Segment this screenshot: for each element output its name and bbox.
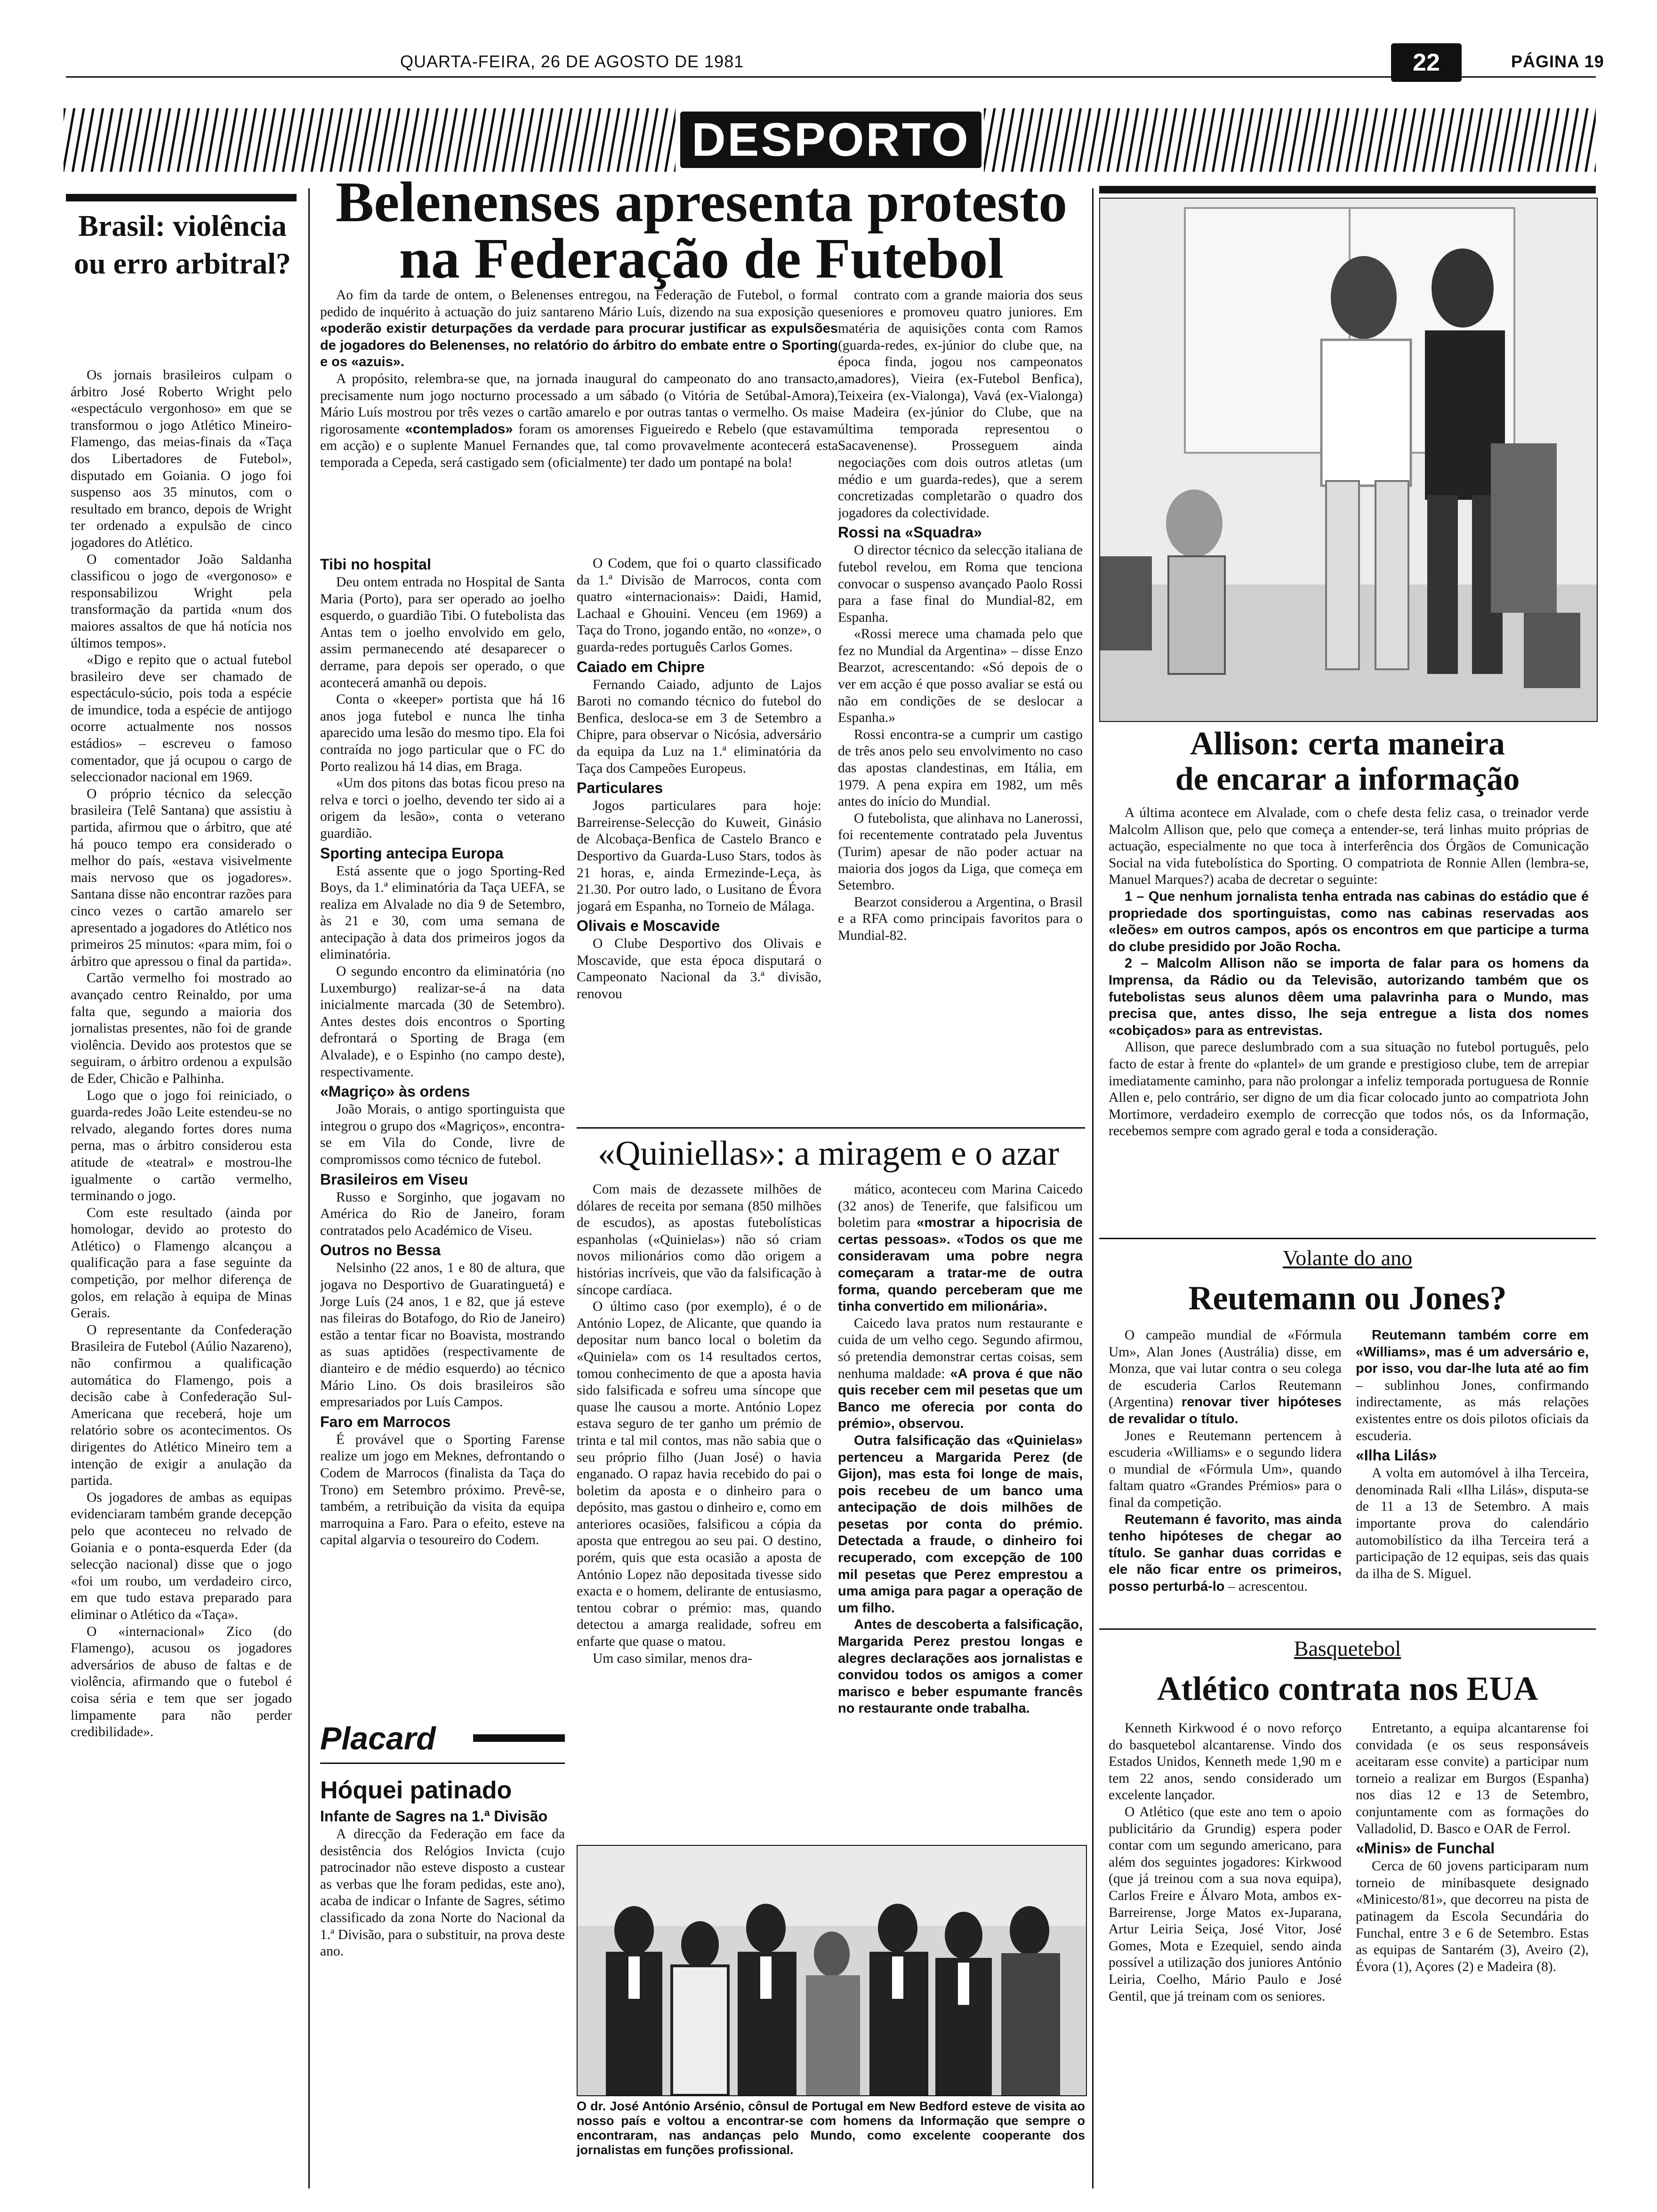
placard-rule-thin bbox=[320, 1763, 565, 1764]
quiniellas-top-rule bbox=[577, 1127, 1085, 1129]
brasil-paragraph: O comentador João Saldanha classificou o jogo de «vergonoso» e responsabilizou Wright pela transformação da partida «num dos maiores assaltos de que há notícia nos últimos tempos». bbox=[71, 552, 292, 651]
news-paragraph: Bearzot considerou a Argentina, o Brasil e a RFA como principais favoritos para o Mundial-82. bbox=[838, 894, 1083, 943]
placard-rule bbox=[473, 1734, 565, 1742]
belenenses-intro-text: Ao fim da tarde de ontem, o Belenenses entregou, na Federação de Futebol, o formal pedido de inquérito à actuação do juiz santareno Mário Luís, dizendo na sua exposição que bbox=[320, 288, 838, 320]
placard-label: Placard bbox=[320, 1721, 436, 1756]
allison-title-line2: de encarar a informação bbox=[1175, 761, 1520, 797]
consul-group-photo-image bbox=[578, 1846, 1086, 2095]
news-paragraph: O futebolista, que alinhava no Lanerossi, foi recentemente contratado pela Juventus (Turim) apesar de não poder actuar na maioria dos jogos da Liga, que começa em Setembro. bbox=[838, 810, 1083, 893]
news-paragraph: Entretanto, a equipa alcantarense foi convidada (e os seus responsáveis aceitaram esse convite) a participar num torneio a realizar em Burgos (Espanha) nos dias 12 e 13 de Setembro, conjuntamente com as formações do Valladolid, D. Basco e OAR de Ferrol. bbox=[1356, 1721, 1589, 1836]
brasil-paragraph: Cartão vermelho foi mostrado ao avançado centro Reinaldo, por uma falta que, segundo a maioria dos jornalistas presentes, não foi de grande violência. Devido aos protestos que se seguiram, o árbitro ordenou a expulsão de Eder, Chicão e Palhinha. bbox=[71, 970, 292, 1086]
allison-photo-image bbox=[1100, 199, 1597, 721]
news-paragraph: O director técnico da selecção italiana de futebol revelou, em Roma que tenciona convocar o suspenso avançado Paolo Rossi para a fase final do Mundial-82, em Espanha. bbox=[838, 543, 1083, 625]
allison-top-rule bbox=[1099, 186, 1596, 193]
reutemann-column-2 bbox=[1356, 1327, 1589, 1619]
news-paragraph: Jones e Reutemann pertencem à escuderia «Williams» e o segundo lidera o mundial de «Fórmula Um», quando faltam quatro «Grandes Prémios» para o final da competição. bbox=[1109, 1428, 1342, 1510]
news-column-codem bbox=[577, 555, 821, 1120]
news-paragraph: O Clube Desportivo dos Olivais e Moscavide, que esta época disputará o Campeonato Nacional da 3.ª divisão, renovou bbox=[577, 936, 821, 1002]
belenenses-intro bbox=[320, 287, 838, 546]
placard-body bbox=[320, 1807, 565, 2184]
news-paragraph: O último caso (por exemplo), é o de António Lopez, de Alicante, que quando ia depositar num banco local o boletim da «Quiniela» com os 14 resultados certos, tomou conhecimento de que a aposta havia sido falsificada e sofreu uma síncope que quase lhe causou a morte. António Lopez estava seguro de ter ganho um prémio de trinta e tal mil contos, mas não sabia que o seu próprio filho (Juan José) o havia enganado. O rapaz havia recebido do pai o boletim da aposta e o dinheiro para o depósito, mas gastou o dinheiro e, como em anteriores ocasiões, falsificou a cópia da aposta que entregou ao seu pai. O destino, porém, quis que esta ocasião a aposta de António Lopez não depositada tivesse sido exacta e o homem, delirante de entusiasmo, tentou cobrar o prémio: mas, quando detectou a amarga realidade, sofreu em enfarte que quase o matou. bbox=[577, 1299, 821, 1650]
belenenses-title-line1: Belenenses apresenta protesto bbox=[335, 170, 1068, 234]
belenenses-title-line2: na Federação de Futebol bbox=[399, 227, 1004, 290]
header-rule bbox=[66, 76, 1596, 78]
news-paragraph: Um caso similar, menos dra- bbox=[593, 1651, 752, 1666]
page-number-label: PÁGINA 19 bbox=[1511, 52, 1604, 71]
news-text: O campeão mundial de «Fórmula Um», Alan Jones (Austrália) disse, em Monza, que vai lutar contra o seu colega de escuderia Carlos Reutemann (Argentina) bbox=[1109, 1328, 1342, 1410]
subhead-olivais: Olivais e Moscavide bbox=[577, 917, 720, 935]
placard-title: Hóquei patinado bbox=[320, 1777, 512, 1804]
news-text: – sublinhou Jones, confirmando indirectamente, as más relações existentes entre os dois pilotos oficiais da escuderia. bbox=[1356, 1378, 1589, 1443]
basquete-top-rule bbox=[1099, 1628, 1596, 1630]
news-paragraph: Kenneth Kirkwood é o novo reforço do basquetebol alcantarense. Vindo dos Estados Unidos, Kenneth mede 1,90 m e tem 22 anos, sendo considerado um excelente lançador. bbox=[1109, 1721, 1342, 1803]
news-paragraph: Deu ontem entrada no Hospital de Santa Maria (Porto), para ser operado ao joelho esquerdo, o guardião Tibi. O futebolista das Antas tem o joelho envolvido em gelo, assim permanecendo até desaparecer o derrame, para depois ser operado, o que acontecerá amanhã ou depois. bbox=[320, 575, 565, 690]
news-text: mático, aconteceu com Marina Caicedo (32 anos) de Tenerife, que falsificou um boletim para bbox=[838, 1182, 1083, 1231]
basquete-title: Atlético contrata nos EUA bbox=[1157, 1670, 1538, 1707]
section-banner-hatching-left bbox=[64, 108, 676, 172]
brasil-paragraph: O próprio técnico da selecção brasileira (Telê Santana) que assistiu à partida, afirmou que o árbitro, que até há pouco tempo era considerado o melhor do país, «estava visivelmente mais nervoso que os jogadores». Santana disse não encontrar razões para cinco vezes o cartão amarelo ser apresentado a jogadores do Atlético nos primeiros 25 minutos: «para mim, foi o árbitro que apressou o final da partida». bbox=[71, 786, 292, 969]
belenenses-intro-emphasis: «contemplados» bbox=[405, 421, 513, 437]
brasil-paragraph: O «internacional» Zico (do Flamengo), acusou os jogadores adversários de abuso de faltas e de violência, afirmando que o futebol é coisa séria e tem que ser jogado limpamente para não perder credibilidade». bbox=[71, 1624, 292, 1740]
quiniellas-column-2 bbox=[838, 1181, 1083, 1835]
reutemann-title: Reutemann ou Jones? bbox=[1188, 1279, 1507, 1317]
allison-photo bbox=[1099, 198, 1598, 722]
brasil-title: Brasil: violência ou erro arbitral? bbox=[74, 209, 291, 280]
news-bold-paragraph: Antes de descoberta a falsificação, Margarida Perez prestou longas e alegres declarações aos jornalistas e convidou todos os amigos a comer marisco e beber espumante francês no restaurante onde trabalha. bbox=[838, 1617, 1083, 1716]
news-paragraph: Rossi encontra-se a cumprir um castigo de três anos pelo seu envolvimento no caso das apostas clandestinas, em Itália, em 1979. A pena expira em 1982, um mês antes do início do Mundial. bbox=[838, 727, 1083, 809]
subhead-ilha-lilas: «Ilha Lilás» bbox=[1356, 1447, 1437, 1464]
allison-title-line1: Allison: certa maneira bbox=[1190, 726, 1505, 762]
news-bold-paragraph: 1 – Que nenhum jornalista tenha entrada nas cabinas do estádio que é propriedade dos sportinguistas, como nas cabinas reservadas aos «leões» em outros campos, após os encontros em que participe a turma do clube presidido por João Rocha. bbox=[1109, 889, 1589, 954]
news-column-tibi bbox=[320, 555, 565, 1713]
consul-photo-caption: O dr. José António Arsénio, cônsul de Portugal em New Bedford esteve de visita ao nosso país e voltou a encontrar-se com homens da Informação que sempre o encontraram, nas andanças pelo Mundo, como excelente cooperante dos jornalistas em funções profissional. bbox=[577, 2099, 1085, 2157]
news-paragraph: Allison, que parece deslumbrado com a sua situação no futebol português, pelo facto de estar à frente do «plantel» de um grande e prestigioso clube, tem de arrepiar imediatamente caminho, para não prolongar a infeliz temporada portuguesa de Ronnie Allen e, pelo contrário, ser digno de um dia ficar colocado junto ao compatriota John Mortimore, verdadeiro exemplo de correcção que todos nós, os da Informação, recebemos sempre com agrado geral e toda a consideração. bbox=[1109, 1040, 1589, 1139]
news-paragraph: «Um dos pitons das botas ficou preso na relva e torci o joelho, devendo ter sido ai a origem da lesão», conta o veterano guardião. bbox=[320, 776, 565, 841]
header-date: QUARTA-FEIRA, 26 DE AGOSTO DE 1981 bbox=[400, 52, 744, 71]
news-paragraph: É provável que o Sporting Farense realize um jogo em Meknes, defrontando o Codem de Marrocos (finalista da Taça do Trono) em Setembro próximo. Prevê-se, também, a retribuição da visita da equipa marroquina a Faro. Para o efeito, esteve na capital algarvia o tesoureiro do Codem. bbox=[320, 1432, 565, 1548]
brasil-paragraph: Os jogadores de ambas as equipas evidenciaram também grande decepção pelo que aconteceu no relvado de Goiania e o ponta-esquerda Eder (da selecção nacional) disse que o jogo «foi um roubo, um verdadeiro circo, em que tudo estava preparado para eliminar o Atlético da «Taça». bbox=[71, 1490, 292, 1622]
quiniellas-column-1 bbox=[577, 1181, 821, 1835]
basquete-column-2 bbox=[1356, 1720, 1589, 2191]
news-quote: «A prova é que não quis receber cem mil pesetas que um Banco me oferecia por conta do prémio», observou. bbox=[838, 1366, 1083, 1432]
news-paragraph: João Morais, o antigo sportinguista que integrou o grupo dos «Magriços», encontra-se em Vila do Conde, livre de compromissos como técnico de futebol. bbox=[320, 1102, 565, 1167]
news-paragraph: «Rossi merece uma chamada pelo que fez no Mundial da Argentina» – disse Enzo Bearzot, acrescentando: «Só depois de o ver em acção é que posso avaliar se está ou não em condições de se deslocar a Espanha.» bbox=[838, 626, 1083, 726]
news-quote: Reutemann é favorito, mas ainda tenho hipóteses de chegar ao título. Se ganhar duas corridas e ele não ficar entre os primeiros, posso perturbá-lo bbox=[1109, 1512, 1342, 1594]
belenenses-intro-text-2: A propósito, relembra-se que, na jornada inaugural do campeonato do ano transacto, precisamente num jogo nocturno processado a um sábado (o Vitória de Setúbal-Amora), Mário Luís mostrou por três vezes o cartão amarelo e por outras tantas o vermelho. Os mais rigorosamente bbox=[320, 371, 838, 437]
brasil-column bbox=[71, 367, 292, 2028]
news-text: – acrescentou. bbox=[1228, 1579, 1308, 1594]
news-paragraph: O Codem, que foi o quarto classificado da 1.ª Divisão de Marrocos, conta com quatro «internacionais»: Daidi, Hamid, Lachaal e Ghouini. Venceu (em 1969) a Taça do Trono, jogando então, no «onze», o guarda-redes português Carlos Gomes. bbox=[577, 556, 821, 655]
news-paragraph: O segundo encontro da eliminatória (no Luxemburgo) realizar-se-á na data inicialmente marcada (30 de Setembro). Antes destes dois encontros o Sporting defrontará o Sporting de Braga (em Alvalade), e o Espinho (no campo deste), respectivamente. bbox=[320, 964, 565, 1080]
news-paragraph: O Atlético (que este ano tem o apoio publicitário da Grundig) espera poder contar com um segundo americano, para além dos seguintes jogadores: Kirkwood (que já treinou com a sua nova equipa), Carlos Freire e Álvaro Mota, ambos ex-Barreirense, Jorge Matos ex-Juparana, Artur Leiria Seiça, José Vitor, José Gomes, Mota e Ezequiel, sendo ainda possível a utilização dos juniores António Leiria, Coelho, Mário Paulo e José Gentil, que já treinam com os seniores. bbox=[1109, 1804, 1342, 2004]
column-divider bbox=[308, 188, 310, 2188]
brasil-paragraph: Os jornais brasileiros culpam o árbitro José Roberto Wright pelo «espectáculo vergonhoso» em que se transformou o jogo Atlético Mineiro-Flamengo, das meias-finais da «Taça dos Libertadores de Futebol», disputado em Goiania. O jogo foi suspenso aos 35 minutos, com o resultado em branco, depois de Wright ter ordenado a expulsão de cinco jogadores do Atlético. bbox=[71, 368, 292, 550]
subhead-faro: Faro em Marrocos bbox=[320, 1413, 451, 1430]
news-column-rossi bbox=[838, 287, 1083, 1120]
basquete-column-1 bbox=[1109, 1720, 1342, 2191]
column-divider bbox=[1092, 188, 1094, 2188]
news-paragraph: A direcção da Federação em face da desistência dos Relógios Invicta (cujo patrocinador não esteve disposto a custear as verbas que lhe foram pedidas, este ano), acaba de indicar o Infante de Sagres, sétimo classificado da zona Norte do Nacional da 1.ª Divisão, para o substituir, na prova deste ano. bbox=[320, 1827, 565, 1959]
subhead-bessa: Outros no Bessa bbox=[320, 1242, 441, 1259]
subhead-sporting: Sporting antecipa Europa bbox=[320, 844, 504, 862]
news-paragraph: Conta o «keeper» portista que há 16 anos joga futebol e nunca lhe tinha aparecido uma lesão do mesmo tipo. Ela foi contraída no jogo particular que o FC do Porto realizou há 14 dias, em Braga. bbox=[320, 692, 565, 774]
news-paragraph: contrato com a grande maioria dos seus seniores e promoveu quatro juniores. Em matéria de aquisições conta com Ramos (guarda-redes, ex-júnior do clube que, na época finda, jogou nos campeonatos amadores), Vieira (ex-Futebol Benfica), Teixeira (ex-Vialonga), Vavá (ex-Vialonga) e Madeira (ex-júnior do Clube, que na última temporada representou o Sacavenense). Prosseguem ainda negociações com dois outros atletas (um médio e um guarda-redes), que a serem concretizadas completarão o quadro dos jogadores da colectividade. bbox=[838, 288, 1083, 521]
news-paragraph: A última acontece em Alvalade, com o chefe desta feliz casa, o treinador verde Malcolm Allison que, pelo que começa a entender-se, terá linhas muito próprias de actuação, especialmente no que toca à interferência dos Órgãos de Comunicação Social na vida futebolística do Sporting. O compatriota de Ronnie Allen (lembra-se, Manuel Marques?) acaba de decretar o seguinte: bbox=[1109, 805, 1589, 888]
news-quote: «mostrar a hipocrisia de certas pessoas». «Todos os que me consideravam uma pobre negra começaram a tratar-me de outra forma, quando perceberam que me tinha convertido em milionária». bbox=[838, 1215, 1083, 1314]
placard-subhead: Infante de Sagres na 1.ª Divisão bbox=[320, 1808, 548, 1825]
subhead-viseu: Brasileiros em Viseu bbox=[320, 1170, 468, 1188]
belenenses-intro-quote: «poderão existir deturpações da verdade para procurar justificar as expulsões de jogadores do Belenenses, no relatório do árbitro do embate entre o Sporting e os «azuis». bbox=[320, 321, 838, 370]
news-bold-paragraph: Outra falsificação das «Quinielas» pertenceu a Margarida Perez (de Gijon), mas esta foi longe de mais, pois recebeu de um banco uma antecipação de dois milhões de pesetas por conta do prémio. Detectada a fraude, o dinheiro foi recuperado, com excepção de 100 mil pesetas que Perez emprestou a uma amiga para pagar a operação de um filho. bbox=[838, 1433, 1083, 1616]
brasil-top-rule bbox=[66, 194, 297, 201]
subhead-rossi: Rossi na «Squadra» bbox=[838, 524, 982, 541]
basquete-kicker: Basquetebol bbox=[1294, 1636, 1401, 1660]
section-banner-hatching-right bbox=[984, 108, 1596, 172]
news-paragraph: Jogos particulares para hoje: Barreirense-Selecção do Kuweit, Ginásio de Alcobaça-Benfica de Castelo Branco e Desportivo da Guarda-Luso Stars, todos às 21 horas, e, ainda Ermezinde-Leça, às 21.30. Por outro lado, o Lusitano de Évora jogará em Espanha, no Torneio de Málaga. bbox=[577, 798, 821, 914]
subhead-caiado: Caiado em Chipre bbox=[577, 658, 705, 675]
news-paragraph: Cerca de 60 jovens participaram num torneio de minibasquete designado «Minicesto/81», que decorreu na pista de patinagem da Escola Secundária do Funchal, entre 3 e 6 de Setembro. Estas as equipas de Santarém (3), Aveiro (2), Évora (1), Açores (2) e Madeira (8). bbox=[1356, 1859, 1589, 1974]
subhead-particulares: Particulares bbox=[577, 779, 663, 797]
page-number-badge: 22 bbox=[1391, 43, 1462, 82]
news-text: Caicedo lava pratos num restaurante e cuida de um velho cego. Segundo afirmou, só pretendia demonstrar certas coisas, sem nenhuma maldade: bbox=[838, 1315, 1083, 1381]
reutemann-kicker: Volante do ano bbox=[1282, 1246, 1413, 1270]
news-paragraph: Fernando Caiado, adjunto de Lajos Baroti no comando técnico do futebol do Benfica, desloca-se em 3 de Setembro a Chipre, para observar o Nicósia, adversário da equipa da Luz na 1.ª eliminatória da Taça dos Campeões Europeus. bbox=[577, 677, 821, 776]
brasil-paragraph: «Digo e repito que o actual futebol brasileiro deve ser chamado de espectáculo-súcio, pois toda a espécie de imundice, toda a espécie de antijogo ocorre actualmente nos nossos estádios» – escreveu o famoso comentador, que já ocupou o cargo de seleccionador nacional em 1969. bbox=[71, 652, 292, 785]
brasil-paragraph: Com este resultado (ainda por homologar, devido ao protesto do Atlético) o Flamengo alcançou a qualificação para a fase seguinte da competição, por melhor diferença de golos, em relação à equipa de Minas Gerais. bbox=[71, 1205, 292, 1321]
news-paragraph: Com mais de dezassete milhões de dólares de receita por semana (850 milhões de escudos), as apostas futebolísticas espanholas («Quinielas») não só criam novos milionários como dão origem a histórias incríveis, que vão da falsificação à síncope cardíaca. bbox=[577, 1182, 821, 1298]
subhead-magrico: «Magriço» às ordens bbox=[320, 1083, 470, 1100]
brasil-paragraph: Logo que o jogo foi reiniciado, o guarda-redes João Leite estendeu-se no relvado, alegando fortes dores numa perna, mas o árbitro considerou esta atitude de «teatral» e mostrou-lhe igualmente o cartão vermelho, terminando o jogo. bbox=[71, 1088, 292, 1204]
news-paragraph: Russo e Sorginho, que jogavam no América do Rio de Janeiro, foram contratados pelo Académico de Viseu. bbox=[320, 1189, 565, 1238]
brasil-paragraph: O representante da Confederação Brasileira de Futebol (Aúlio Nazareno), não confirmou a qualificação automática do Flamengo, pois a decisão cabe à Confederação Sul-Americana que receberá, hoje um relatório sobre os acontecimentos. Os dirigentes do Atlético Mineiro tem a intenção de exigir a anulação da partida. bbox=[71, 1322, 292, 1489]
consul-group-photo bbox=[577, 1845, 1087, 2096]
reutemann-top-rule bbox=[1099, 1238, 1596, 1239]
news-quote: Reutemann também corre em «Williams», mas é um adversário e, por isso, vou dar-lhe luta até ao fim bbox=[1356, 1328, 1589, 1377]
news-paragraph: Está assente que o jogo Sporting-Red Boys, da 1.ª eliminatória da Taça UEFA, se realiza em Alvalade no dia 9 de Setembro, às 21 e 30, com uma semana de antecipação à data dos primeiros jogos da eliminatória. bbox=[320, 863, 565, 962]
news-paragraph: Nelsinho (22 anos, 1 e 80 de altura, que jogava no Desportivo de Guaratinguetá) e Jorge Luís (24 anos, 1 e 82, que já esteve nas fileiras do Botafogo, do Rio de Janeiro) estão a tentar ficar no Boavista, mostrando as suas aptidões (respectivamente de dianteiro e de médio esquerdo) ao técnico Mário Lino. Os dois brasileiros são empresariados por Luís Campos. bbox=[320, 1260, 565, 1410]
allison-body bbox=[1109, 805, 1589, 1228]
quiniellas-title: «Quiniellas»: a miragem e o azar bbox=[597, 1134, 1060, 1173]
subhead-minis: «Minis» de Funchal bbox=[1356, 1840, 1495, 1857]
news-quote: renovar tiver hipóteses de revalidar o título. bbox=[1109, 1395, 1342, 1427]
news-paragraph: A volta em automóvel à ilha Terceira, denominada Rali «Ilha Lilás», disputa-se de 11 a 13 de Setembro. A mais importante prova do calendário automobilístico da ilha Terceira terá a participação de 12 equipas, seis das quais da ilha de S. Miguel. bbox=[1356, 1466, 1589, 1581]
section-title: DESPORTO bbox=[680, 112, 981, 168]
reutemann-column-1 bbox=[1109, 1327, 1342, 1619]
belenenses-intro-text-3: foram os amorenses Figueiredo e Rebelo (que estavam em acção) e o suplente Manuel Fernandes que, tal como provavelmente acontecerá esta temporada a Cepeda, será castigado sem (oficialmente) ter dado um pontapé na bola! bbox=[320, 421, 838, 470]
subhead-tibi: Tibi no hospital bbox=[320, 556, 431, 573]
news-bold-paragraph: 2 – Malcolm Allison não se importa de falar para os homens da Imprensa, da Rádio ou da Televisão, autorizando também que os futebolistas seus alunos dêem uma palavrinha para o Mundo, mas precisa que, antes disso, lhe seja entregue a lista dos nomes «cobiçados» para as entrevistas. bbox=[1109, 956, 1589, 1038]
